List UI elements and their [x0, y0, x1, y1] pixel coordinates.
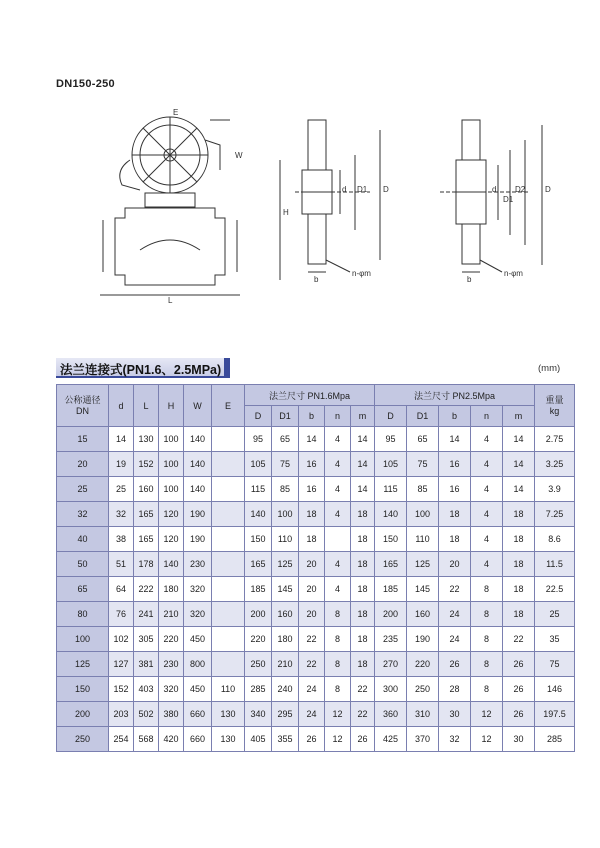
table-cell: 18 — [351, 652, 375, 677]
table-cell: 65 — [272, 427, 299, 452]
table-cell: 120 — [159, 527, 184, 552]
table-cell: 8 — [471, 627, 503, 652]
table-cell: 18 — [439, 502, 471, 527]
label-big-d: D — [383, 185, 389, 194]
table-cell: 18 — [351, 502, 375, 527]
table-cell — [212, 427, 245, 452]
table-cell: 75 — [407, 452, 439, 477]
table-cell: 8 — [325, 627, 351, 652]
table-cell: 14 — [503, 477, 535, 502]
table-cell-dn: 100 — [57, 627, 109, 652]
table-cell: 8 — [471, 677, 503, 702]
table-cell: 18 — [503, 552, 535, 577]
table-cell: 502 — [134, 702, 159, 727]
table-cell: 140 — [184, 452, 212, 477]
table-row — [57, 427, 575, 452]
table-cell-dn: 250 — [57, 727, 109, 752]
table-cell: 25 — [109, 477, 134, 502]
table-cell: 14 — [109, 427, 134, 452]
table-cell: 4 — [325, 427, 351, 452]
table-cell: 285 — [535, 727, 575, 752]
table-cell — [212, 477, 245, 502]
page-title: DN150-250 — [56, 78, 115, 90]
table-cell: 150 — [375, 527, 407, 552]
table-row — [57, 652, 575, 677]
table-cell: 152 — [109, 677, 134, 702]
table-cell: 14 — [503, 452, 535, 477]
table-cell: 4 — [325, 477, 351, 502]
table-cell: 75 — [272, 452, 299, 477]
table-cell: 250 — [245, 652, 272, 677]
table-cell: 110 — [212, 677, 245, 702]
table-cell: 370 — [407, 727, 439, 752]
table-cell: 20 — [439, 552, 471, 577]
table-cell: 18 — [351, 627, 375, 652]
table-cell-dn: 80 — [57, 602, 109, 627]
table-cell: 197.5 — [535, 702, 575, 727]
header-weight: 重量 kg — [535, 385, 575, 427]
table-cell: 64 — [109, 577, 134, 602]
table-row — [57, 502, 575, 527]
table-cell: 310 — [407, 702, 439, 727]
table-cell: 178 — [134, 552, 159, 577]
label-holes: n-φm — [352, 269, 371, 278]
table-cell: 115 — [245, 477, 272, 502]
table-cell: 250 — [407, 677, 439, 702]
spec-table-body — [57, 427, 575, 752]
table-cell-dn: 32 — [57, 502, 109, 527]
valve-drawing — [100, 117, 280, 295]
table-cell: 140 — [159, 552, 184, 577]
table-row — [57, 527, 575, 552]
table-cell: 18 — [503, 502, 535, 527]
table-cell: 16 — [299, 452, 325, 477]
table-cell: 340 — [245, 702, 272, 727]
table-cell — [212, 627, 245, 652]
table-cell: 11.5 — [535, 552, 575, 577]
label-d2: D2 — [515, 185, 526, 194]
label-d: d — [342, 185, 347, 194]
table-cell: 3.25 — [535, 452, 575, 477]
table-cell: 85 — [272, 477, 299, 502]
table-cell: 660 — [184, 727, 212, 752]
table-cell: 100 — [159, 477, 184, 502]
table-row — [57, 627, 575, 652]
table-cell: 240 — [272, 677, 299, 702]
table-cell: 320 — [184, 602, 212, 627]
table-cell: 230 — [159, 652, 184, 677]
table-cell: 425 — [375, 727, 407, 752]
table-cell: 100 — [159, 427, 184, 452]
table-cell: 800 — [184, 652, 212, 677]
table-cell: 320 — [159, 677, 184, 702]
table-cell: 14 — [439, 427, 471, 452]
label-b: b — [467, 275, 472, 284]
table-cell: 140 — [245, 502, 272, 527]
table-cell: 140 — [184, 477, 212, 502]
table-cell: 254 — [109, 727, 134, 752]
table-row — [57, 727, 575, 752]
table-cell: 105 — [375, 452, 407, 477]
label-e: E — [173, 108, 179, 117]
table-cell: 35 — [535, 627, 575, 652]
table-cell: 18 — [439, 527, 471, 552]
table-row — [57, 452, 575, 477]
table-cell: 140 — [375, 502, 407, 527]
table-cell: 22 — [351, 677, 375, 702]
table-cell: 105 — [245, 452, 272, 477]
table-cell: 165 — [134, 502, 159, 527]
table-row — [57, 577, 575, 602]
table-cell: 14 — [351, 477, 375, 502]
table-cell: 8.6 — [535, 527, 575, 552]
table-cell: 152 — [134, 452, 159, 477]
section-title: 法兰连接式(PN1.6、2.5MPa) — [60, 363, 222, 377]
table-cell: 14 — [299, 427, 325, 452]
table-cell: 200 — [375, 602, 407, 627]
table-cell: 403 — [134, 677, 159, 702]
table-cell: 16 — [439, 452, 471, 477]
table-cell: 26 — [503, 677, 535, 702]
table-cell: 30 — [503, 727, 535, 752]
table-cell: 405 — [245, 727, 272, 752]
table-cell: 95 — [245, 427, 272, 452]
table-cell: 110 — [407, 527, 439, 552]
table-cell-dn: 200 — [57, 702, 109, 727]
table-cell: 160 — [134, 477, 159, 502]
table-cell: 140 — [184, 427, 212, 452]
table-cell — [212, 502, 245, 527]
header-dn: 公称通径 DN — [57, 385, 109, 427]
table-cell: 22 — [503, 627, 535, 652]
table-row — [57, 552, 575, 577]
table-cell — [212, 652, 245, 677]
table-cell — [212, 527, 245, 552]
table-cell: 4 — [325, 452, 351, 477]
table-cell: 26 — [299, 727, 325, 752]
label-w: W — [235, 151, 243, 160]
table-cell — [325, 527, 351, 552]
table-cell — [212, 602, 245, 627]
table-cell: 190 — [407, 627, 439, 652]
technical-drawings — [70, 100, 590, 305]
table-cell: 14 — [503, 427, 535, 452]
table-cell: 32 — [439, 727, 471, 752]
header-e: E — [212, 385, 245, 427]
table-cell: 100 — [159, 452, 184, 477]
table-cell: 75 — [535, 652, 575, 677]
table-cell: 22 — [299, 627, 325, 652]
table-cell: 8 — [325, 652, 351, 677]
table-cell: 660 — [184, 702, 212, 727]
table-cell: 420 — [159, 727, 184, 752]
table-cell: 190 — [184, 502, 212, 527]
subheader-pn25-n: n — [471, 406, 503, 427]
table-row — [57, 677, 575, 702]
table-cell: 14 — [351, 427, 375, 452]
table-cell: 8 — [471, 602, 503, 627]
table-cell: 65 — [407, 427, 439, 452]
table-cell: 22 — [439, 577, 471, 602]
label-holes: n-φm — [504, 269, 523, 278]
subheader-pn16-b: b — [299, 406, 325, 427]
table-cell-dn: 65 — [57, 577, 109, 602]
table-cell: 76 — [109, 602, 134, 627]
table-cell: 568 — [134, 727, 159, 752]
table-cell: 8 — [325, 677, 351, 702]
table-cell: 22 — [351, 702, 375, 727]
table-cell: 160 — [407, 602, 439, 627]
table-cell: 120 — [159, 502, 184, 527]
table-cell: 4 — [325, 552, 351, 577]
table-cell: 203 — [109, 702, 134, 727]
table-row — [57, 702, 575, 727]
table-cell: 185 — [245, 577, 272, 602]
table-cell: 305 — [134, 627, 159, 652]
table-cell — [212, 577, 245, 602]
subheader-pn16-m: m — [351, 406, 375, 427]
table-cell: 8 — [471, 577, 503, 602]
table-cell: 450 — [184, 677, 212, 702]
table-cell: 165 — [245, 552, 272, 577]
table-cell-dn: 15 — [57, 427, 109, 452]
label-d1: D1 — [503, 195, 514, 204]
table-cell: 125 — [272, 552, 299, 577]
table-cell: 110 — [272, 527, 299, 552]
table-cell: 20 — [299, 602, 325, 627]
table-cell: 130 — [212, 702, 245, 727]
table-cell: 145 — [407, 577, 439, 602]
table-cell: 210 — [272, 652, 299, 677]
table-cell-dn: 25 — [57, 477, 109, 502]
table-cell: 4 — [471, 452, 503, 477]
table-cell-dn: 50 — [57, 552, 109, 577]
table-cell: 26 — [439, 652, 471, 677]
table-cell: 300 — [375, 677, 407, 702]
table-cell: 320 — [184, 577, 212, 602]
table-cell — [212, 552, 245, 577]
table-cell: 18 — [503, 527, 535, 552]
table-cell: 12 — [325, 702, 351, 727]
table-cell: 230 — [184, 552, 212, 577]
label-b: b — [314, 275, 319, 284]
table-cell: 222 — [134, 577, 159, 602]
table-cell: 165 — [134, 527, 159, 552]
table-cell: 32 — [109, 502, 134, 527]
table-cell: 146 — [535, 677, 575, 702]
table-cell: 14 — [351, 452, 375, 477]
table-row — [57, 602, 575, 627]
subheader-pn16-d1: D1 — [272, 406, 299, 427]
table-cell: 4 — [471, 477, 503, 502]
table-cell: 4 — [471, 427, 503, 452]
table-cell: 200 — [245, 602, 272, 627]
section-header — [56, 358, 230, 378]
table-cell: 85 — [407, 477, 439, 502]
table-cell: 180 — [272, 627, 299, 652]
table-cell: 2.75 — [535, 427, 575, 452]
table-cell: 210 — [159, 602, 184, 627]
header-d: d — [109, 385, 134, 427]
table-cell: 100 — [272, 502, 299, 527]
table-cell: 22 — [299, 652, 325, 677]
table-cell: 180 — [159, 577, 184, 602]
table-cell: 360 — [375, 702, 407, 727]
header-h: H — [159, 385, 184, 427]
table-cell: 24 — [299, 677, 325, 702]
table-cell: 38 — [109, 527, 134, 552]
table-cell: 24 — [299, 702, 325, 727]
subheader-pn25-m: m — [503, 406, 535, 427]
table-cell — [212, 452, 245, 477]
table-cell: 7.25 — [535, 502, 575, 527]
flange-drawing-pn25 — [440, 120, 542, 272]
table-cell: 130 — [134, 427, 159, 452]
table-cell: 18 — [351, 602, 375, 627]
header-pn16: 法兰尺寸 PN1.6Mpa — [245, 385, 375, 406]
table-cell: 130 — [212, 727, 245, 752]
table-cell: 51 — [109, 552, 134, 577]
table-cell: 12 — [471, 727, 503, 752]
table-cell: 4 — [471, 502, 503, 527]
table-cell: 18 — [299, 502, 325, 527]
table-cell: 125 — [407, 552, 439, 577]
table-cell: 8 — [471, 652, 503, 677]
header-w: W — [184, 385, 212, 427]
table-cell: 25 — [535, 602, 575, 627]
header-l: L — [134, 385, 159, 427]
label-big-d: D — [545, 185, 551, 194]
table-cell: 220 — [245, 627, 272, 652]
table-cell: 381 — [134, 652, 159, 677]
table-cell: 4 — [471, 552, 503, 577]
table-cell: 3.9 — [535, 477, 575, 502]
table-cell: 165 — [375, 552, 407, 577]
table-cell: 18 — [351, 577, 375, 602]
table-cell: 16 — [439, 477, 471, 502]
subheader-pn25-b: b — [439, 406, 471, 427]
table-cell: 235 — [375, 627, 407, 652]
table-cell: 190 — [184, 527, 212, 552]
table-cell-dn: 20 — [57, 452, 109, 477]
table-cell: 18 — [503, 577, 535, 602]
table-cell: 355 — [272, 727, 299, 752]
table-cell: 4 — [325, 577, 351, 602]
subheader-pn16-n: n — [325, 406, 351, 427]
table-cell-dn: 150 — [57, 677, 109, 702]
table-cell: 18 — [299, 527, 325, 552]
spec-table — [56, 384, 575, 752]
table-cell: 127 — [109, 652, 134, 677]
table-cell-dn: 125 — [57, 652, 109, 677]
table-cell: 100 — [407, 502, 439, 527]
table-cell: 26 — [503, 702, 535, 727]
table-cell: 295 — [272, 702, 299, 727]
header-accent-bar — [224, 358, 230, 378]
table-cell: 150 — [245, 527, 272, 552]
unit-label: (mm) — [538, 363, 561, 374]
subheader-pn25-d: D — [375, 406, 407, 427]
table-cell: 115 — [375, 477, 407, 502]
table-cell: 12 — [325, 727, 351, 752]
table-cell: 24 — [439, 602, 471, 627]
table-cell: 19 — [109, 452, 134, 477]
table-cell: 185 — [375, 577, 407, 602]
table-cell: 4 — [471, 527, 503, 552]
table-cell: 380 — [159, 702, 184, 727]
table-cell: 30 — [439, 702, 471, 727]
table-cell: 220 — [159, 627, 184, 652]
table-cell: 18 — [503, 602, 535, 627]
table-cell: 95 — [375, 427, 407, 452]
table-cell: 220 — [407, 652, 439, 677]
table-cell: 20 — [299, 577, 325, 602]
flange-pn16-labels — [314, 185, 389, 284]
table-cell: 16 — [299, 477, 325, 502]
label-d1: D1 — [357, 185, 368, 194]
flange-drawing-pn16 — [295, 120, 380, 272]
subheader-pn25-d1: D1 — [407, 406, 439, 427]
table-cell-dn: 40 — [57, 527, 109, 552]
table-cell: 450 — [184, 627, 212, 652]
table-cell: 8 — [325, 602, 351, 627]
table-cell: 18 — [351, 552, 375, 577]
table-cell: 145 — [272, 577, 299, 602]
table-cell: 12 — [471, 702, 503, 727]
table-cell: 18 — [351, 527, 375, 552]
table-cell: 102 — [109, 627, 134, 652]
table-cell: 26 — [503, 652, 535, 677]
table-cell: 160 — [272, 602, 299, 627]
table-cell: 28 — [439, 677, 471, 702]
table-cell: 270 — [375, 652, 407, 677]
table-cell: 20 — [299, 552, 325, 577]
table-cell: 4 — [325, 502, 351, 527]
header-pn25: 法兰尺寸 PN2.5Mpa — [375, 385, 535, 406]
table-cell: 26 — [351, 727, 375, 752]
label-d: d — [492, 185, 497, 194]
label-h: H — [283, 208, 289, 217]
table-cell: 241 — [134, 602, 159, 627]
table-cell: 22.5 — [535, 577, 575, 602]
subheader-pn16-d: D — [245, 406, 272, 427]
table-row — [57, 477, 575, 502]
table-cell: 24 — [439, 627, 471, 652]
table-cell: 285 — [245, 677, 272, 702]
label-l: L — [168, 296, 173, 305]
